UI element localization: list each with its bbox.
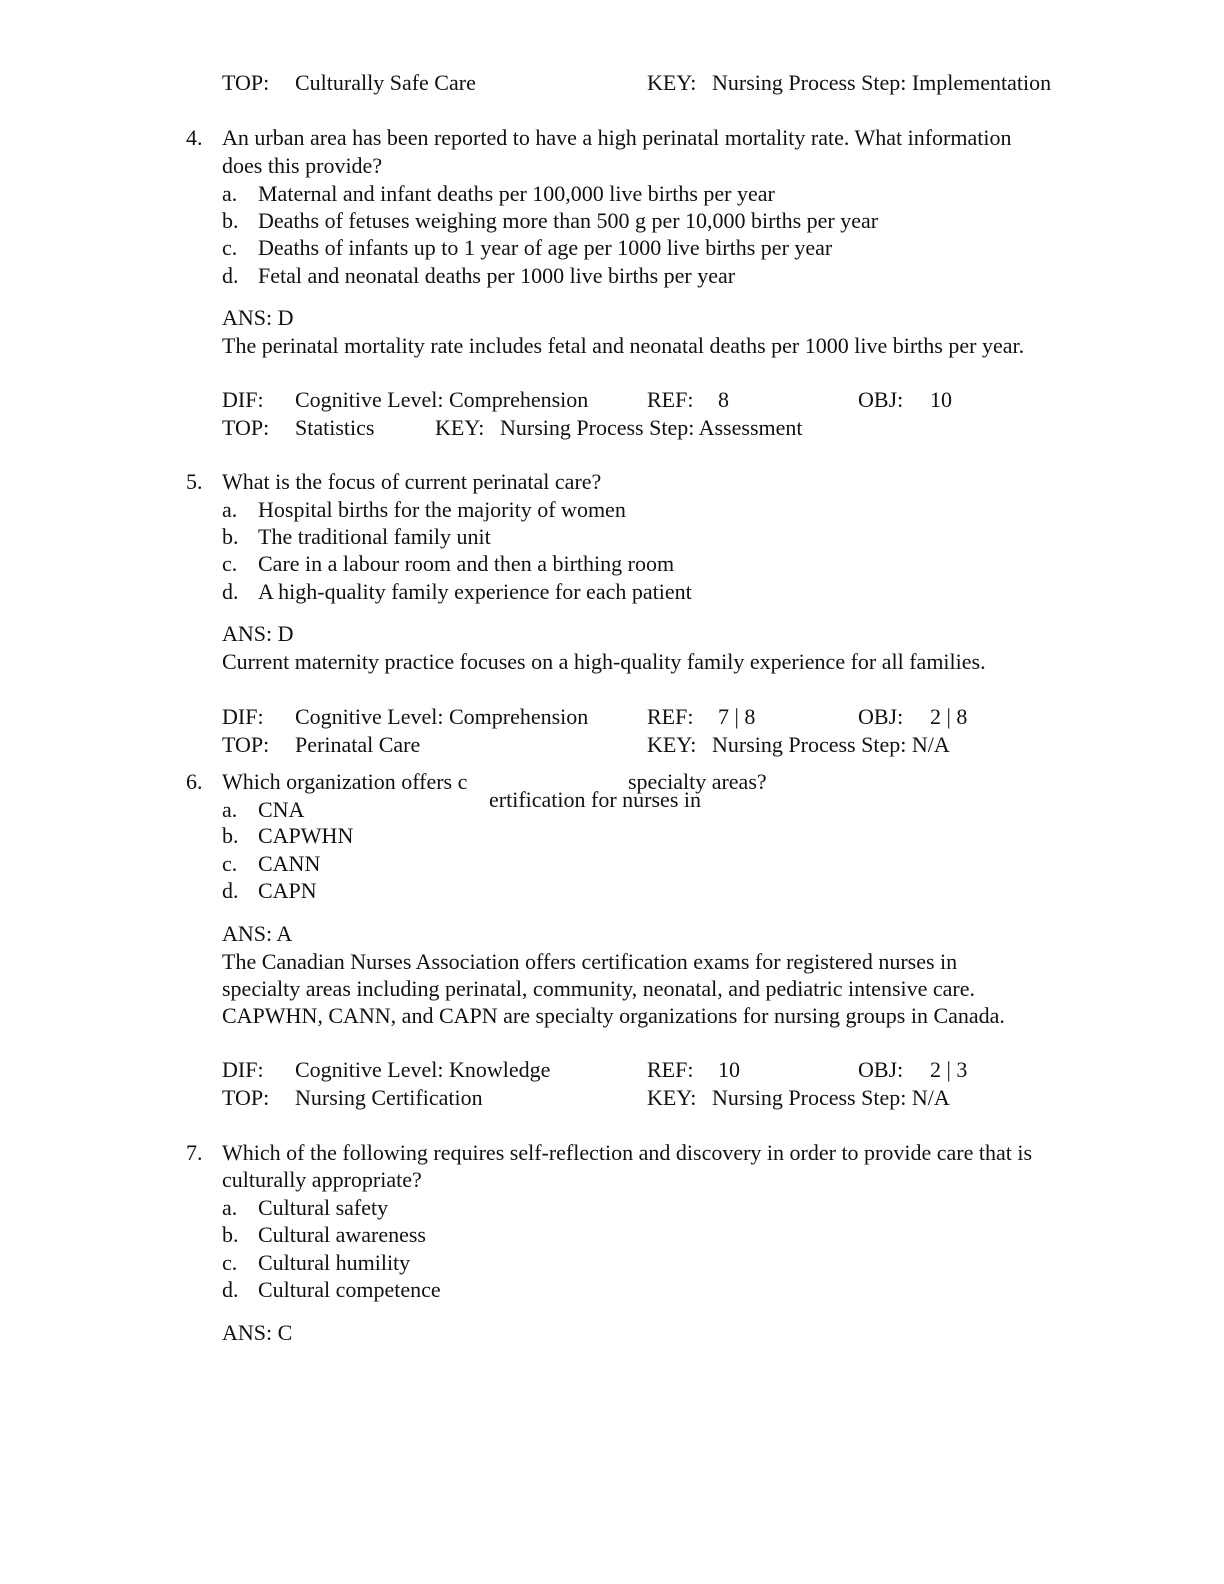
question-stem-line: does this provide? [222, 153, 383, 178]
top-value: Perinatal Care [295, 732, 421, 757]
option-letter: d. [222, 579, 239, 604]
top-value: Statistics [295, 415, 375, 440]
ref-value: 7 | 8 [718, 704, 756, 729]
rationale-line: The Canadian Nurses Association offers certification exams for registered nurses in [222, 949, 958, 974]
rationale-line: specialty areas including perinatal, community, neonatal, and pediatric intensive care. [222, 976, 976, 1001]
rationale-line: The perinatal mortality rate includes fetal and neonatal deaths per 1000 live births per year. [222, 333, 1025, 358]
option-text: A high-quality family experience for each patient [258, 579, 692, 604]
option-text: Maternal and infant deaths per 100,000 live births per year [258, 181, 775, 206]
option-letter: b. [222, 1222, 239, 1247]
ref-label: REF: [647, 704, 694, 729]
question-stem-line: An urban area has been reported to have a high perinatal mortality rate. What information [222, 125, 1012, 150]
question-stem-line: culturally appropriate? [222, 1167, 422, 1192]
rationale-line: CAPWHN, CANN, and CAPN are specialty organizations for nursing groups in Canada. [222, 1003, 1005, 1028]
option-letter: c. [222, 551, 238, 576]
option-text: Care in a labour room and then a birthing room [258, 551, 675, 576]
question-number: 7. [186, 1140, 203, 1165]
option-text: Fetal and neonatal deaths per 1000 live births per year [258, 263, 736, 288]
obj-value: 2 | 8 [930, 704, 968, 729]
key-value: Nursing Process Step: N/A [712, 732, 950, 757]
option-text: Cultural safety [258, 1195, 389, 1220]
ref-value: 8 [718, 387, 729, 412]
option-letter: d. [222, 1277, 239, 1302]
obj-value: 10 [930, 387, 952, 412]
answer: ANS: D [222, 621, 294, 646]
key-value: Nursing Process Step: Implementation [712, 70, 1052, 95]
top-value: Nursing Certification [295, 1085, 483, 1110]
option-text: Cultural awareness [258, 1222, 426, 1247]
option-text: Deaths of fetuses weighing more than 500 g per 10,000 births per year [258, 208, 879, 233]
option-text: CAPWHN [258, 823, 354, 848]
option-letter: c. [222, 1250, 238, 1275]
option-text: CANN [258, 851, 321, 876]
key-value: Nursing Process Step: Assessment [500, 415, 803, 440]
dif-label: DIF: [222, 704, 264, 729]
rationale-line: Current maternity practice focuses on a high-quality family experience for all families. [222, 649, 986, 674]
option-letter: b. [222, 524, 239, 549]
option-text: CAPN [258, 878, 317, 903]
dif-label: DIF: [222, 1057, 264, 1082]
option-letter: a. [222, 797, 238, 822]
obj-label: OBJ: [858, 704, 904, 729]
option-letter: d. [222, 878, 239, 903]
option-letter: b. [222, 208, 239, 233]
option-text: Cultural humility [258, 1250, 411, 1275]
dif-value: Cognitive Level: Comprehension [295, 704, 589, 729]
obj-label: OBJ: [858, 1057, 904, 1082]
dif-value: Cognitive Level: Knowledge [295, 1057, 551, 1082]
answer: ANS: C [222, 1320, 293, 1345]
ref-label: REF: [647, 387, 694, 412]
option-letter: a. [222, 1195, 238, 1220]
option-letter: a. [222, 497, 238, 522]
option-letter: b. [222, 823, 239, 848]
option-text: The traditional family unit [258, 524, 491, 549]
obj-label: OBJ: [858, 387, 904, 412]
top-label: TOP: [222, 415, 270, 440]
ref-label: REF: [647, 1057, 694, 1082]
key-label: KEY: [647, 70, 697, 95]
question-stem-part: ertification for nurses in [489, 787, 701, 812]
question-number: 4. [186, 125, 203, 150]
option-letter: c. [222, 235, 238, 260]
question-stem-part: specialty areas? [628, 769, 767, 794]
top-label: TOP: [222, 732, 270, 757]
key-label: KEY: [647, 1085, 697, 1110]
key-label: KEY: [647, 732, 697, 757]
option-letter: c. [222, 851, 238, 876]
top-label: TOP: [222, 1085, 270, 1110]
top-label: TOP: [222, 70, 270, 95]
question-stem-part: Which organization offers c [222, 769, 468, 794]
key-label: KEY: [435, 415, 485, 440]
option-letter: d. [222, 263, 239, 288]
question-number: 6. [186, 769, 203, 794]
dif-label: DIF: [222, 387, 264, 412]
option-letter: a. [222, 181, 238, 206]
option-text: CNA [258, 797, 305, 822]
option-text: Deaths of infants up to 1 year of age per 1000 live births per year [258, 235, 833, 260]
question-number: 5. [186, 469, 203, 494]
ref-value: 10 [718, 1057, 740, 1082]
dif-value: Cognitive Level: Comprehension [295, 387, 589, 412]
question-stem-line: Which of the following requires self-reflection and discovery in order to provide care that is [222, 1140, 1033, 1165]
obj-value: 2 | 3 [930, 1057, 968, 1082]
answer: ANS: D [222, 305, 294, 330]
key-value: Nursing Process Step: N/A [712, 1085, 950, 1110]
option-text: Cultural competence [258, 1277, 441, 1302]
question-stem-line: What is the focus of current perinatal care? [222, 469, 602, 494]
option-text: Hospital births for the majority of women [258, 497, 626, 522]
answer: ANS: A [222, 921, 293, 946]
top-value: Culturally Safe Care [295, 70, 476, 95]
